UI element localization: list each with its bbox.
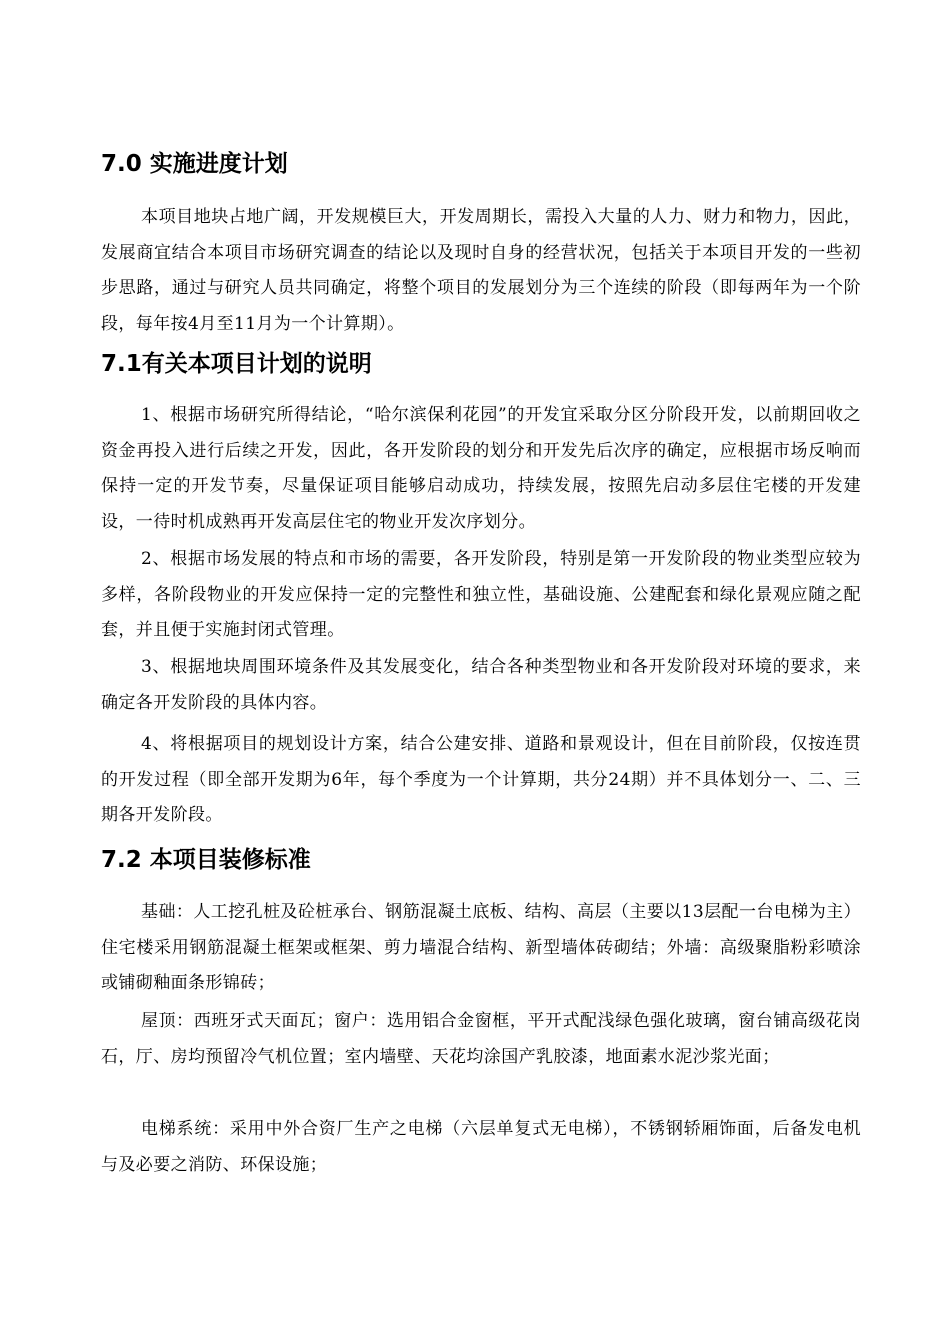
paragraph-7-2-foundation: 基础：人工挖孔桩及砼桩承台、钢筋混凝土底板、结构、高层（主要以13层配一台电梯为主）住宅楼采用钢筋混凝土框架或框架、剪力墙混合结构、新型墙体砖砌结；外墙：高级聚脂粉彩喷涂或铺砌釉面条形锦砖； (101, 902, 861, 993)
section-heading-7-0: 7.0 实施进度计划 (101, 151, 288, 177)
paragraph-7-1-item-4: 4、将根据项目的规划设计方案，结合公建安排、道路和景观设计，但在目前阶段，仅按连贯的开发过程（即全部开发期为6年，每个季度为一个计算期，共分24期）并不具体划分一、二、三期各开发阶段。 (101, 734, 861, 825)
section-heading-7-2: 7.2 本项目装修标准 (101, 847, 311, 873)
paragraph-7-1-item-2: 2、根据市场发展的特点和市场的需要，各开发阶段，特别是第一开发阶段的物业类型应较为多样，各阶段物业的开发应保持一定的完整性和独立性，基础设施、公建配套和绿化景观应随之配套，并且便于实施封闭式管理。 (101, 549, 861, 640)
paragraph-7-0-intro: 本项目地块占地广阔，开发规模巨大，开发周期长，需投入大量的人力、财力和物力，因此，发展商宜结合本项目市场研究调查的结论以及现时自身的经营状况，包括关于本项目开发的一些初步思路，通过与研究人员共同确定，将整个项目的发展划分为三个连续的阶段（即每两年为一个阶段，每年按4月至11月为一个计算期）。 (101, 207, 861, 334)
section-heading-7-1: 7.1有关本项目计划的说明 (101, 351, 372, 377)
paragraph-7-2-elevator: 电梯系统：采用中外合资厂生产之电梯（六层单复式无电梯），不锈钢轿厢饰面，后备发电机与及必要之消防、环保设施； (101, 1119, 861, 1175)
paragraph-7-1-item-1: 1、根据市场研究所得结论，“哈尔滨保利花园”的开发宜采取分区分阶段开发，以前期回收之资金再投入进行后续之开发，因此，各开发阶段的划分和开发先后次序的确定，应根据市场反响而保持一定的开发节奏，尽量保证项目能够启动成功，持续发展，按照先启动多层住宅楼的开发建设，一待时机成熟再开发高层住宅的物业开发次序划分。 (101, 405, 861, 532)
paragraph-7-2-roof: 屋顶：西班牙式天面瓦；窗户：选用铝合金窗框，平开式配浅绿色强化玻璃，窗台铺高级花岗石，厅、房均预留冷气机位置；室内墙壁、天花均涂国产乳胶漆，地面素水泥沙浆光面； (101, 1011, 861, 1067)
paragraph-7-1-item-3: 3、根据地块周围环境条件及其发展变化，结合各种类型物业和各开发阶段对环境的要求，来确定各开发阶段的具体内容。 (101, 657, 861, 713)
